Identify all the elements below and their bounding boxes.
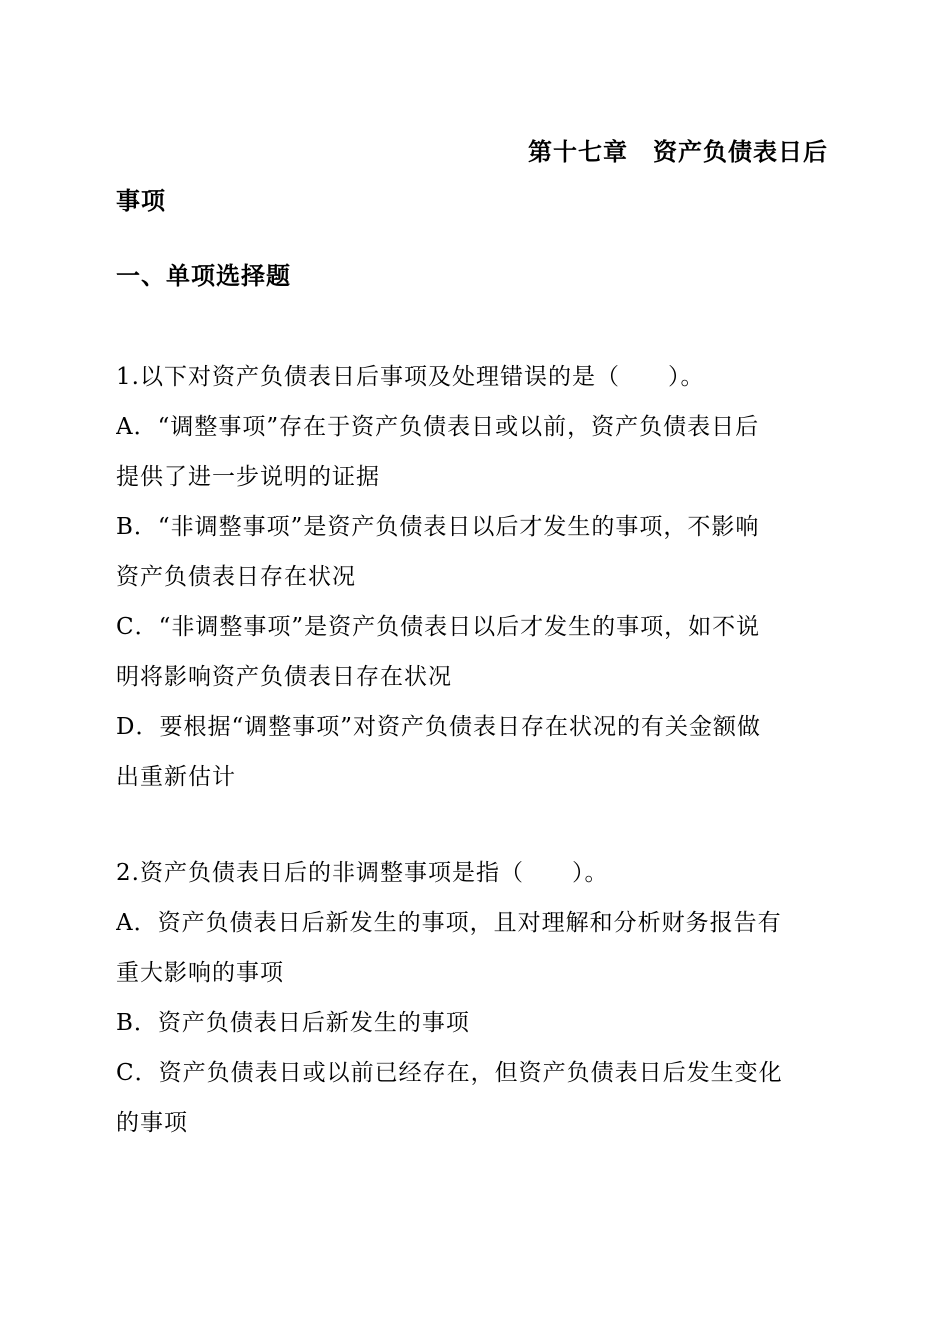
question-1-option-a-line1: A．“调整事项”存在于资产负债表日或以前，资产负债表日后: [116, 414, 760, 440]
question-1-option-b-line1: B．“非调整事项”是资产负债表日以后才发生的事项，不影响: [116, 514, 760, 540]
question-2-option-a-line1: A．资产负债表日后新发生的事项，且对理解和分析财务报告有: [116, 910, 782, 936]
question-2-option-a-line2: 重大影响的事项: [116, 960, 284, 986]
chapter-title-line1: 第十七章 资产负债表日后: [528, 138, 828, 166]
question-2-option-c-line1: C．资产负债表日或以前已经存在，但资产负债表日后发生变化: [116, 1060, 783, 1086]
question-2-option-c-line2: 的事项: [116, 1110, 188, 1136]
question-1-option-c-line2: 明将影响资产负债表日存在状况: [116, 664, 452, 690]
question-1-option-d-line2: 出重新估计: [116, 764, 236, 790]
section-heading: 一、单项选择题: [116, 262, 291, 290]
question-2-option-b-line1: B．资产负债表日后新发生的事项: [116, 1010, 470, 1036]
question-1-option-c-line1: C．“非调整事项”是资产负债表日以后才发生的事项，如不说: [116, 614, 761, 640]
chapter-title-line2: 事项: [116, 187, 166, 215]
question-1-option-b-line2: 资产负债表日存在状况: [116, 564, 356, 590]
question-1-option-a-line2: 提供了进一步说明的证据: [116, 464, 380, 490]
question-2: [116, 848, 834, 1148]
question-2-stem: 2.资产负债表日后的非调整事项是指（ ）。: [116, 860, 609, 886]
question-1-option-d-line1: D．要根据“调整事项”对资产负债表日存在状况的有关金额做: [116, 714, 761, 740]
question-1-stem: 1.以下对资产负债表日后事项及处理错误的是（ ）。: [116, 364, 705, 390]
question-1: [116, 352, 834, 802]
